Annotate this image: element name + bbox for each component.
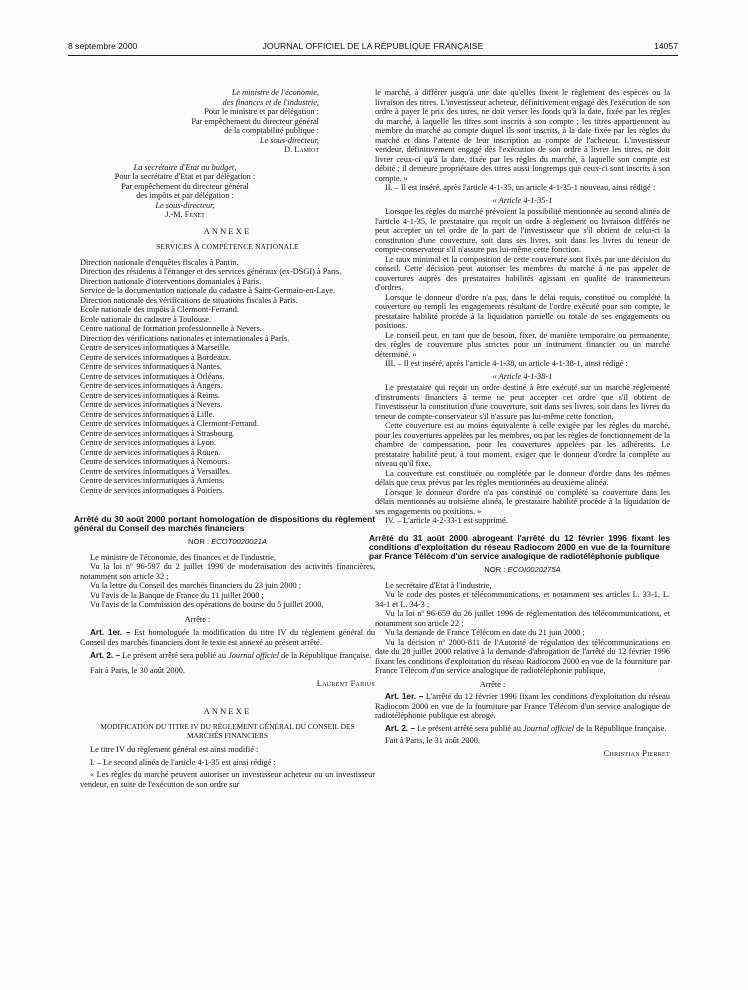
list-item: Direction nationale d'interventions domaniales à Paris. xyxy=(80,276,262,286)
paragraph: III. – Il est inséré, après l'article 4-1-38, un article 4-1-38-1, ainsi rédigé : xyxy=(385,359,628,368)
article-text: Le présent arrêté sera publié au xyxy=(415,723,524,733)
article-text-italic: Journal officiel xyxy=(228,651,280,661)
signature-block-ministre xyxy=(80,88,375,155)
sig-line: Pour le ministre et par délégation : xyxy=(204,107,319,116)
annexe-heading: ANNEXE xyxy=(203,226,252,236)
nor-code: ECOI0020275A xyxy=(507,565,561,575)
list-item: Service de la documentation nationale du cadastre à Saint-Germain-en-Laye. xyxy=(80,286,336,295)
paragraph: IV. – L'article 4-2-33-1 est supprimé. xyxy=(385,516,508,525)
sig-name: J.-M. Fenet xyxy=(165,210,205,219)
visas-left xyxy=(80,553,375,610)
arrete-title-left: Arrêté du 30 août 2000 portant homologation de dispositions du règlement général du Conseil des marchés financiers xyxy=(74,514,375,534)
article-1 xyxy=(80,628,375,647)
modif-quote: « Les règles du marché peuvent autoriser un investisseur acheteur ou un investisseur vendeur, en suite de l'exécution de son ordre sur xyxy=(80,770,375,789)
list-item: Direction des vérifications nationales et internationales à Paris. xyxy=(80,333,290,343)
list-item: Ecole nationale du cadastre à Toulouse. xyxy=(80,314,212,324)
sig-line: Par empêchement du directeur général xyxy=(191,116,319,126)
right-column xyxy=(369,88,670,758)
article-2 xyxy=(80,651,375,661)
modif-item-i: I. – Le second alinéa de l'article 4-1-35 est ainsi rédigé : xyxy=(90,757,276,767)
visa: Vu l'avis de la Commission des opérations de bourse du 5 juillet 2000, xyxy=(90,600,324,610)
sig-line: Par empêchement du directeur général xyxy=(121,181,249,191)
list-item: Centre de services informatiques à Marseille. xyxy=(80,343,231,352)
header-journal-title: JOURNAL OFFICIEL DE LA RÉPUBLIQUE FRANÇAISE xyxy=(262,41,484,51)
fait-a-paris: Fait à Paris, le 31 août 2000. xyxy=(385,736,480,746)
article-reference: « Article 4-1-35-1 xyxy=(492,195,553,205)
visa: Le secrétaire d'Etat à l'industrie, xyxy=(385,580,492,590)
signature-block-secretaire xyxy=(80,163,290,220)
paragraph: Le conseil peut, en tant que de besoin, fixer, de manière temporaire ou permanente, des règles de couverture plus strictes pour un instrument financier ou un marché déterminé. » xyxy=(375,330,670,359)
sig-line: de la comptabilité publique : xyxy=(224,126,319,135)
list-item: Centre de services informatiques à Lyon. xyxy=(80,438,216,447)
list-item: Centre de services informatiques à Amiens. xyxy=(80,476,225,485)
sig-line: des impôts et par délégation : xyxy=(136,191,234,200)
annexe-heading: ANNEXE xyxy=(203,706,252,716)
visa: Vu la loi nº 96-597 du 2 juillet 1996 de modernisation des activités financières, notamment son article 32 ; xyxy=(80,562,375,581)
left-column xyxy=(74,88,375,789)
visa: Vu la lettre du Conseil des marchés financiers du 23 juin 2000 ; xyxy=(90,581,302,591)
list-item: Centre de services informatiques à Strasbourg. xyxy=(80,428,235,438)
article-text: Le présent arrêté sera publié au xyxy=(120,651,229,661)
signatory-name: Laurent Fabius xyxy=(316,679,375,689)
list-item: Centre de services informatiques à Rouen. xyxy=(80,447,221,457)
arrete-word: Arrête : xyxy=(184,614,211,624)
article-text: de la République française. xyxy=(279,651,372,661)
list-item: Centre de services informatiques à Clermont-Ferrand. xyxy=(80,419,259,428)
header-page-number: 14057 xyxy=(654,41,678,51)
paragraph: Le prestataire qui reçoit un ordre destiné à être exécuté sur un marché réglementé d'instruments financiers à terme ne peut accepter cet ordre que s'il obtient de l'investisseur la constitution d'une couverture, soit dans ses livres, soit dans les livres du teneur de compte-conservateur s'il n'assure pas lui-même cette fonction. xyxy=(375,383,670,421)
paragraph: Lorsque le donneur d'ordre n'a pas, dans le délai requis, constitué ou complété la couverture ou rempli les engagements résultant de l'ordre exécuté pour son compte, le prestataire habilité procède à la liquidation partielle ou totale de ses engagements ou positions. xyxy=(375,292,670,330)
nor-label: NOR : xyxy=(188,537,212,547)
list-item: Centre de services informatiques à Versailles. xyxy=(80,466,231,476)
paragraph: II. – Il est inséré, après l'article 4-1-35, un article 4-1-35-1 nouveau, ainsi rédigé : xyxy=(385,183,656,192)
article-text: L'arrêté du 12 février 1996 fixant les conditions d'exploitation du réseau Radiocom 2000 en vue de la fourniture par France Télécom d'un service analogique de radiotéléphonie publique est abrogé. xyxy=(375,692,670,721)
arrete-title-right: Arrêté du 31 août 2000 abrogeant l'arrêté du 12 février 1996 fixant les conditions d'exploitation du réseau Radiocom 2000 en vue de la fourniture par France Télécom d'un service analogique de radiotéléphonie publique xyxy=(369,532,670,561)
list-item: Centre de services informatiques à Poitiers. xyxy=(80,485,225,495)
list-item: Centre de services informatiques à Angers. xyxy=(80,381,223,390)
nor-label: NOR : xyxy=(484,565,508,575)
list-item: Centre de services informatiques à Nemours. xyxy=(80,457,230,466)
list-item: Centre de services informatiques à Orléans. xyxy=(80,371,225,381)
visa: Vu la demande de France Télécom en date du 21 juin 2000 ; xyxy=(385,628,585,638)
list-item: Direction nationale d'enquêtes fiscales à Pantin. xyxy=(80,257,239,267)
article-label: Art. 1er. – xyxy=(90,628,131,638)
list-item: Centre national de formation professionnelle à Nevers. xyxy=(80,324,262,333)
sig-line: Le ministre de l'économie, xyxy=(231,88,319,97)
article-2 xyxy=(375,724,670,734)
paragraph: le marché, à différer jusqu'à une date qu'elles fixent le règlement des espèces ou la livraison des titres. L'investisseur acheteur, définitivement engagé dès l'exécution de son ordre à payer le prix des titres, ne doit verser les fonds qu'à la date, fixée par les règles du marché, à laquelle les titres sont inscrits à son compte ; les titres appartiennent au membre du marché au compte duquel ils sont inscrits, à la date fixée par les règles du marché et dans l'attente de leur inscription au compte de l'acheteur. L'investisseur vendeur, définitivement engagé dès l'exécution de son ordre à livrer les titres, ne doit livrer ceux-ci qu'à la date, fixée par les règles du marché, à laquelle son compte est débité ; il demeure propriétaire des titres aussi longtemps que ceux-ci sont inscrits à son compte. » xyxy=(375,88,670,183)
article-text: de la République française. xyxy=(574,723,667,733)
page-header xyxy=(68,41,678,55)
visa: Vu la loi nº 96-659 du 26 juillet 1996 de réglementation des télécommunications, et notamment son article 22 ; xyxy=(375,609,670,628)
modif-title: MODIFICATION DU TITRE IV DU RÈGLEMENT GÉNÉRAL DU CONSEIL DES MARCHÉS FINANCIERS xyxy=(100,722,355,741)
modif-intro: Le titre IV du règlement général est ainsi modifié : xyxy=(90,745,259,755)
nor-code: ECOT0020021A xyxy=(211,537,267,547)
visa: Vu l'avis de la Banque de France du 11 juillet 2000 ; xyxy=(90,590,264,600)
visas-right xyxy=(375,581,670,676)
nor-reference xyxy=(80,537,375,547)
sig-line: Le sous-directeur, xyxy=(259,135,319,145)
paragraph: Cette couverture est au moins équivalente à celle exigée par les règles du marché, pour les couvertures appelées par les membres, ou par les règles de fonctionnement de la chambre de compensation, pour les couvertures appelées par les adhérents. Le prestataire habilité peut, à tout moment, exiger que le donneur d'ordre la complète au niveau qu'il fixe. xyxy=(375,421,670,468)
signatory-name: Christian Pierret xyxy=(603,748,670,758)
header-date: 8 septembre 2000 xyxy=(68,41,138,51)
sig-line: Pour la secrétaire d'Etat et par délégation : xyxy=(114,172,256,181)
sig-name: D. Lamiot xyxy=(284,145,319,154)
article-reference: « Article 4-1-38-1 xyxy=(492,371,553,381)
nor-reference xyxy=(375,565,670,575)
list-item: Centre de services informatiques à Nantes. xyxy=(80,362,222,371)
list-item: Direction des résidents à l'étranger et des services généraux (ex-DSGI) à Paris. xyxy=(80,267,342,276)
list-item: Centre de services informatiques à Bordeaux. xyxy=(80,352,232,362)
list-item: Centre de services informatiques à Reims. xyxy=(80,390,221,400)
paragraph: La couverture est constituée ou complétée par le donneur d'ordre dans les mêmes délais que ceux prévus par les règles mentionnées au deuxième alinéa. xyxy=(375,468,670,487)
header-rule xyxy=(68,55,678,56)
visa: Vu la décision nº 2000-811 de l'Autorité de régulation des télécommunications en date du 28 juillet 2000 relative à la demande d'abrogation de l'arrêté du 12 février 1996 fixant les conditions d'exploitation du réseau Radiocom 2000 en vue de la fourniture par France Télécom d'un service analogique de radiotéléphonie publique, xyxy=(375,637,670,676)
list-item: Ecole nationale des impôts à Clermont-Ferrand. xyxy=(80,305,239,314)
list-item: Direction nationale des vérifications de situations fiscales à Paris. xyxy=(80,295,298,305)
arrete-word: Arrête : xyxy=(479,679,506,689)
visa: Le ministre de l'économie, des finances et de l'industrie, xyxy=(90,552,276,562)
article-label: Art. 1er. – xyxy=(385,692,424,702)
article-text: Est homologuée la modification du titre IV du règlement général du Conseil des marchés financiers dont le texte est annexé au présent arrêté. xyxy=(80,628,375,647)
sig-line: Le sous-directeur, xyxy=(155,200,215,210)
paragraph: Lorsque les règles du marché prévoient la possibilité mentionnée au second alinéa de l'article 4-1-35, le prestataire qui reçoit un ordre à règlement ou livraison différés ne peut accepter un tel ordre de la part de l'investisseur que s'il obtient de celui-ci la constitution d'une couverture, soit dans ses livres, soit dans les livres du teneur de compte-conservateur s'il n'assure pas lui-même cette fonction. xyxy=(375,207,670,254)
fait-a-paris: Fait à Paris, le 30 août 2000. xyxy=(90,665,185,675)
sig-line: des finances et de l'industrie, xyxy=(222,97,319,107)
visa: Vu le code des postes et télécommunications, et notamment ses articles L. 33-1, L. 34-1 et L. 34-3 ; xyxy=(375,590,670,609)
article-label: Art. 2. – xyxy=(385,723,416,733)
article-1 xyxy=(375,692,670,721)
paragraph: Lorsque le donneur d'ordre n'a pas constitué ou complété sa couverture dans les délais mentionnés au troisième alinéa, le prestataire habilité procède à la liquidation de ses engagements ou positions. » xyxy=(375,487,670,516)
paragraph: Le taux minimal et la composition de cette couverture sont fixés par une décision du conseil. Cette décision peut autoriser les membres du marché à ne pas appeler de couvertures auprès des prestataires habilités agissant en qualité de transmetteurs d'ordres. xyxy=(375,254,670,292)
article-label: Art. 2. – xyxy=(90,651,121,661)
services-title: SERVICES À COMPÉTENCE NATIONALE xyxy=(156,242,299,251)
services-list xyxy=(80,258,375,496)
list-item: Centre de services informatiques à Nevers. xyxy=(80,400,223,409)
sig-line: La secrétaire d'Etat au budget, xyxy=(133,162,237,172)
article-text-italic: Journal officiel xyxy=(523,723,575,733)
list-item: Centre de services informatiques à Lille. xyxy=(80,409,215,419)
